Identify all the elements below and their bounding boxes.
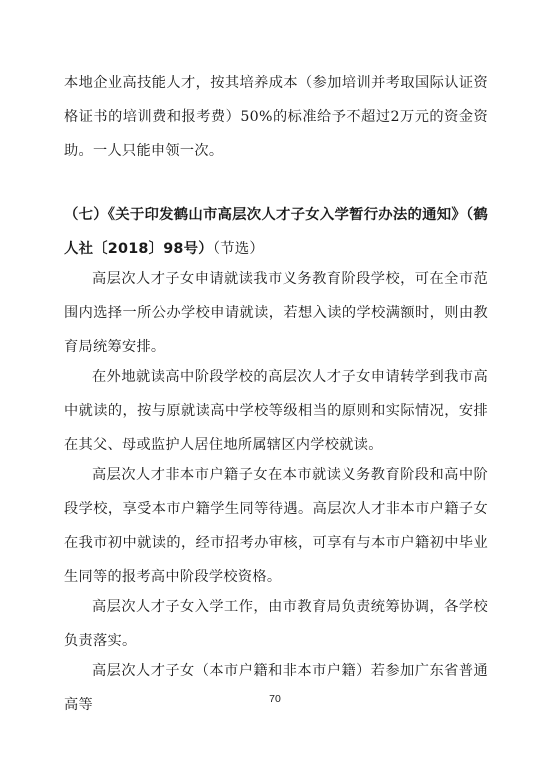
document-page bbox=[64, 0, 488, 776]
heading-excerpt-note: （节选） bbox=[212, 241, 264, 257]
paragraph-coordination: 高层次人才子女入学工作，由市教育局负责统筹协调，各学校负责落实。 bbox=[64, 599, 488, 649]
page-number: 70 bbox=[269, 693, 281, 705]
heading-title: （七）《关于印发鹤山市高层次人才子女入学暂行办法的通知》（鹤人社〔2018〕98号） bbox=[64, 207, 488, 257]
paragraph-college-entrance: 高层次人才子女（本市户籍和非本市户籍）若参加广东省普通高等 bbox=[64, 663, 488, 713]
paragraph-funding: 本地企业高技能人才，按其培养成本（参加培训并考取国际认证资格证书的培训费和报考费）50%的标准给予不超过2万元的资金资助。一人只能申领一次。 bbox=[64, 75, 488, 159]
section-heading bbox=[64, 198, 488, 266]
paragraph-non-local-household: 高层次人才非本市户籍子女在本市就读义务教育阶段和高中阶段学校，享受本市户籍学生同等待遇。高层次人才非本市户籍子女在我市初中就读的，经市招考办审核，可享有与本市户籍初中毕业生同等的报考高中阶段学校资格。 bbox=[64, 467, 488, 585]
paragraph-compulsory-education: 高层次人才子女申请就读我市义务教育阶段学校，可在全市范围内选择一所公办学校申请就读，若想入读的学校满额时，则由教育局统筹安排。 bbox=[64, 271, 488, 355]
paragraph-high-school-transfer: 在外地就读高中阶段学校的高层次人才子女申请转学到我市高中就读的，按与原就读高中学校等级相当的原则和实际情况，安排在其父、母或监护人居住地所属辖区内学校就读。 bbox=[64, 369, 488, 453]
